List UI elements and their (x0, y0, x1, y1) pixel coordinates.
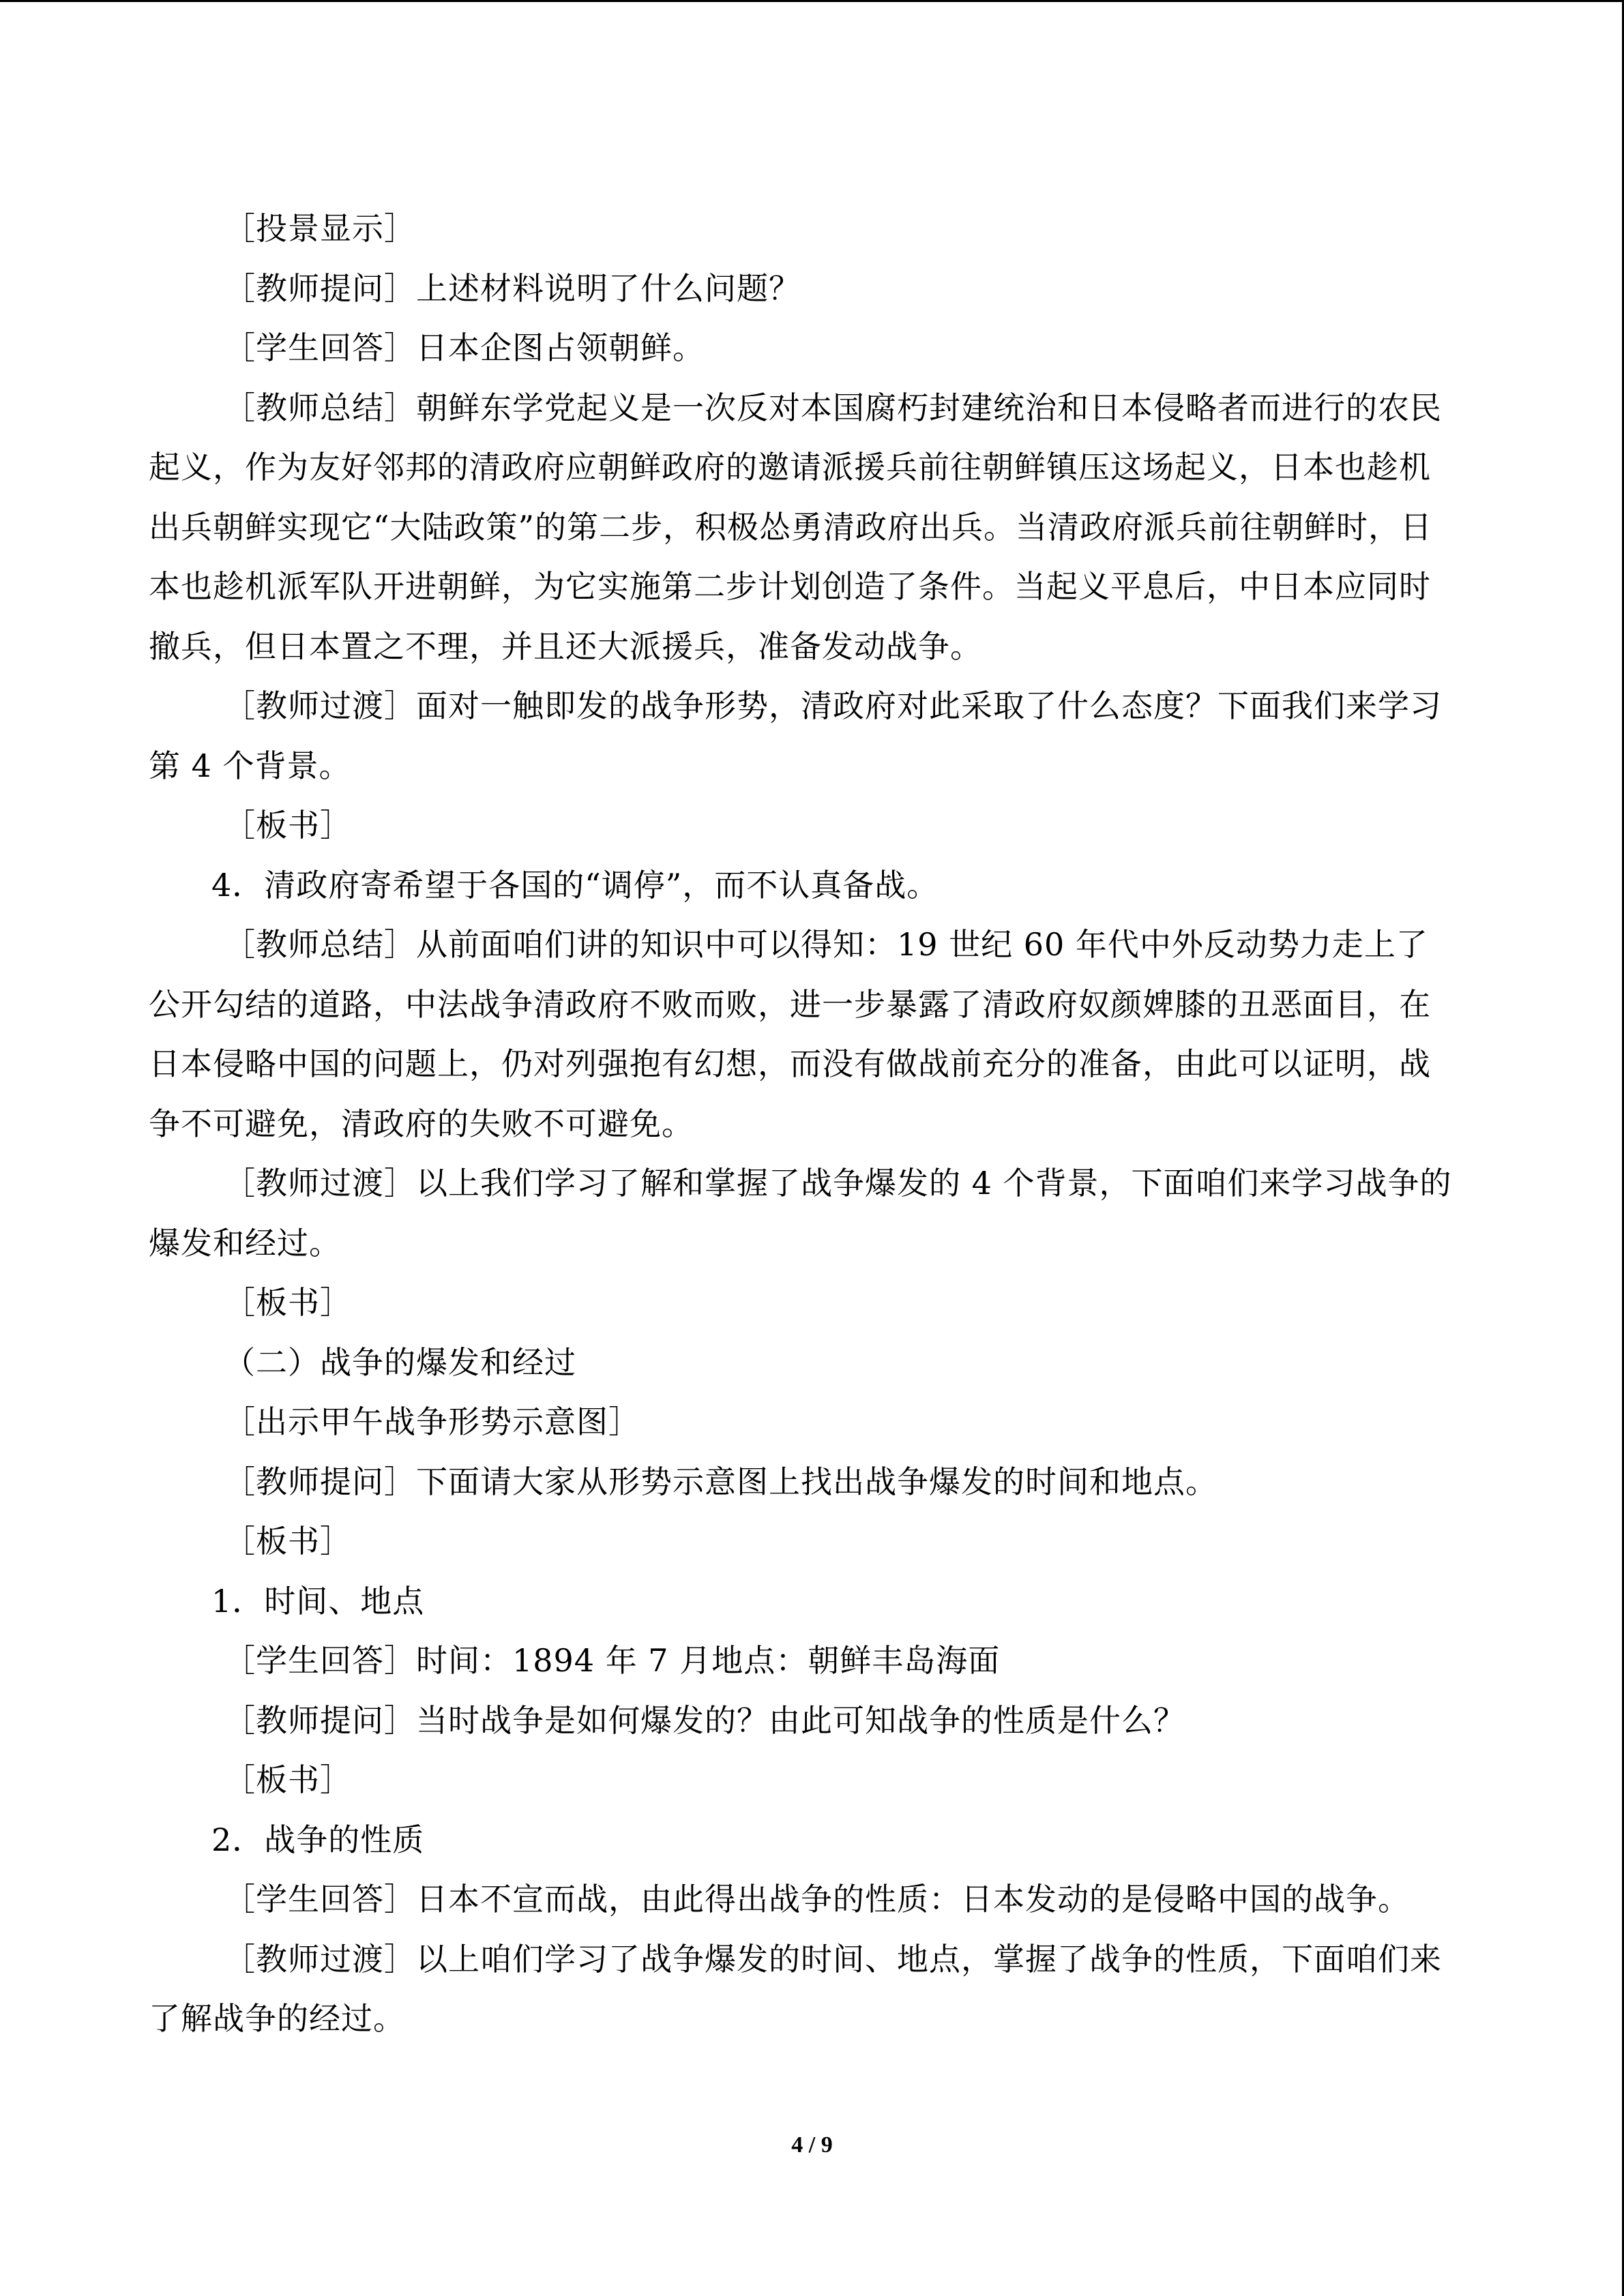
top-border-line (0, 0, 1624, 2)
document-body (149, 199, 1458, 2049)
paragraph-teacher-question-1: ［教师提问］上述材料说明了什么问题？ (224, 269, 801, 307)
paragraph-background-4: 4．清政府寄希望于各国的“调停”，而不认真备战。 (211, 866, 939, 904)
paragraph-teacher-summary-2: ［教师总结］从前面咱们讲的知识中可以得知：19 世纪 60 年代中外反动势力走上了公开勾结的道路，中法战争清政府不败而败，进一步暴露了清政府奴颜婢膝的丑恶面目，在日本侵略中国的问题上，仍对列强抱有幻想，而没有做战前充分的准备，由此可以证明，战争不可避免，清政府的失败不可避免。 (149, 926, 1431, 1142)
paragraph-student-answer-2: ［学生回答］时间：1894 年 7 月地点：朝鲜丰岛海面 (224, 1642, 1001, 1679)
paragraph-time-location: 1．时间、地点 (211, 1582, 425, 1620)
paragraph-teacher-question-3: ［教师提问］当时战争是如何爆发的？由此可知战争的性质是什么？ (224, 1701, 1185, 1739)
paragraph-projection: ［投景显示］ (224, 210, 416, 247)
paragraph-blackboard-3: ［板书］ (224, 1523, 352, 1560)
paragraph-show-map: ［出示甲午战争形势示意图］ (224, 1403, 640, 1440)
paragraph-student-answer-1: ［学生回答］日本企图占领朝鲜。 (224, 329, 705, 366)
page-number: 4 / 9 (791, 2132, 833, 2158)
paragraph-war-nature: 2．战争的性质 (211, 1821, 425, 1858)
paragraph-section-heading-2: （二）战争的爆发和经过 (224, 1343, 576, 1381)
paragraph-teacher-question-2: ［教师提问］下面请大家从形势示意图上找出战争爆发的时间和地点。 (224, 1463, 1217, 1500)
paragraph-blackboard-4: ［板书］ (224, 1761, 352, 1798)
paragraph-teacher-summary-1: ［教师总结］朝鲜东学党起义是一次反对本国腐朽封建统治和日本侵略者而进行的农民起义，作为友好邻邦的清政府应朝鲜政府的邀请派援兵前往朝鲜镇压这场起义，日本也趁机出兵朝鲜实现它“大陆政策”的第二步，积极怂勇清政府出兵。当清政府派兵前往朝鲜时，日本也趁机派军队开进朝鲜，为它实施第二步计划创造了条件。当起义平息后，中日本应同时撤兵，但日本置之不理，并且还大派援兵，准备发动战争。 (149, 389, 1442, 665)
paragraph-blackboard-1: ［板书］ (224, 807, 352, 844)
paragraph-teacher-transition-1: ［教师过渡］面对一触即发的战争形势，清政府对此采取了什么态度？下面我们来学习第 4 个背景。 (149, 687, 1442, 784)
paragraph-teacher-transition-3: ［教师过渡］以上咱们学习了战争爆发的时间、地点，掌握了战争的性质，下面咱们来了解战争的经过。 (149, 1940, 1442, 2037)
paragraph-blackboard-2: ［板书］ (224, 1284, 352, 1321)
paragraph-student-answer-3: ［学生回答］日本不宣而战，由此得出战争的性质：日本发动的是侵略中国的战争。 (224, 1881, 1410, 1918)
paragraph-teacher-transition-2: ［教师过渡］以上我们学习了解和掌握了战争爆发的 4 个背景，下面咱们来学习战争的爆发和经过。 (149, 1165, 1452, 1262)
